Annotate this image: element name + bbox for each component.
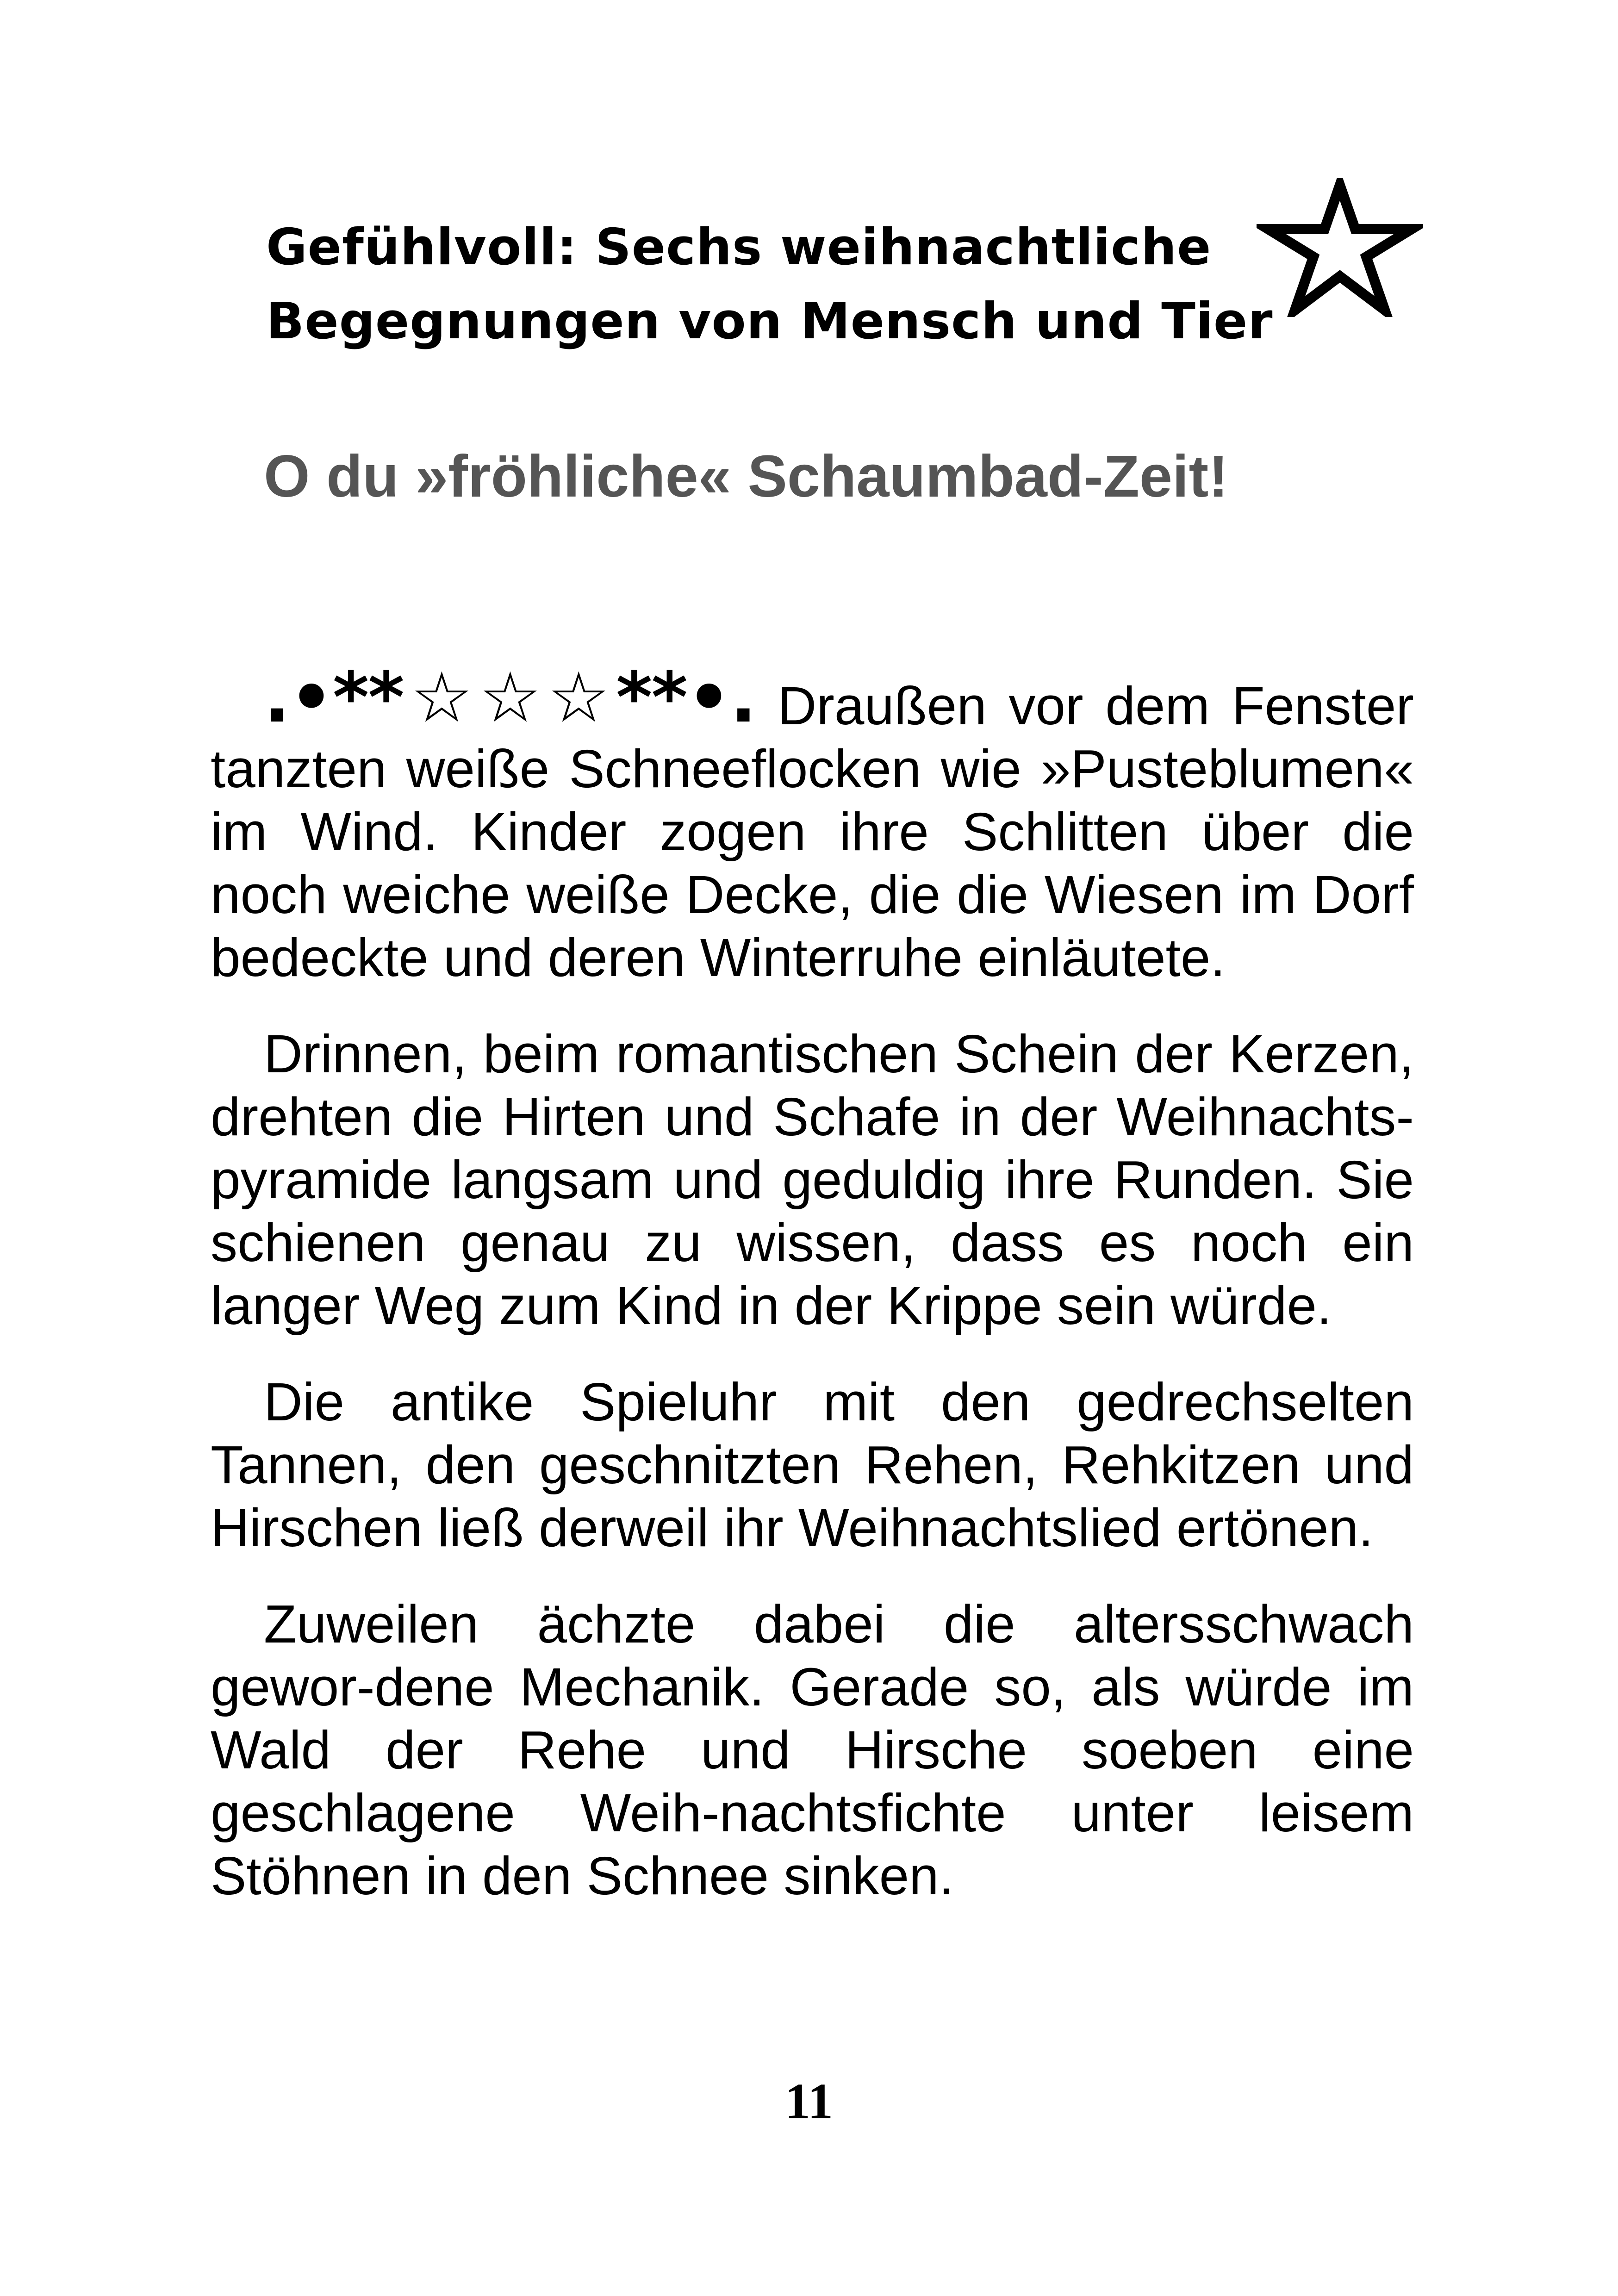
paragraph-3: Die antike Spieluhr mit den gedrechselten Tannen, den geschnitzten Rehen, Rehkitzen und Hirschen ließ derweil ihr Weihnachtslied ertönen. [211, 1372, 1414, 1558]
paragraph-1 [211, 658, 1414, 989]
story-title: O du »fröhliche« Schaumbad-Zeit! [264, 443, 1228, 510]
star-outline-icon [1257, 178, 1423, 317]
series-title-line-1: Gefühlvoll: Sechs weihnachtliche [266, 218, 1212, 276]
paragraph-1-text: Draußen vor dem Fenster tanzten weiße Schneeflocken wie »Pusteblumen« im Wind. Kinder zogen ihre Schlitten über die noch weiche weiße Decke, die die Wiesen im Dorf bedeckte und deren Winterruhe einläutete. [211, 676, 1414, 988]
ornament-divider: .•**☆☆☆**•. [264, 658, 756, 738]
page-number: 11 [785, 2073, 833, 2129]
story-body [211, 658, 1414, 1941]
series-title [266, 211, 1273, 359]
paragraph-2: Drinnen, beim romantischen Schein der Kerzen, drehten die Hirten und Schafe in der Weihnachts-pyramide langsam und geduldig ihre Runden. Sie schienen genau zu wissen, dass es noch ein langer Weg zum Kind in der Krippe sein würde. [211, 1024, 1414, 1336]
paragraph-4: Zuweilen ächzte dabei die altersschwach gewor-dene Mechanik. Gerade so, als würde im Wald der Rehe und Hirsche soeben eine geschlagene Weih-nachtsfichte unter leisem Stöhnen in den Schnee sinken. [211, 1594, 1414, 1906]
series-title-line-2: Begegnungen von Mensch und Tier [266, 292, 1273, 350]
